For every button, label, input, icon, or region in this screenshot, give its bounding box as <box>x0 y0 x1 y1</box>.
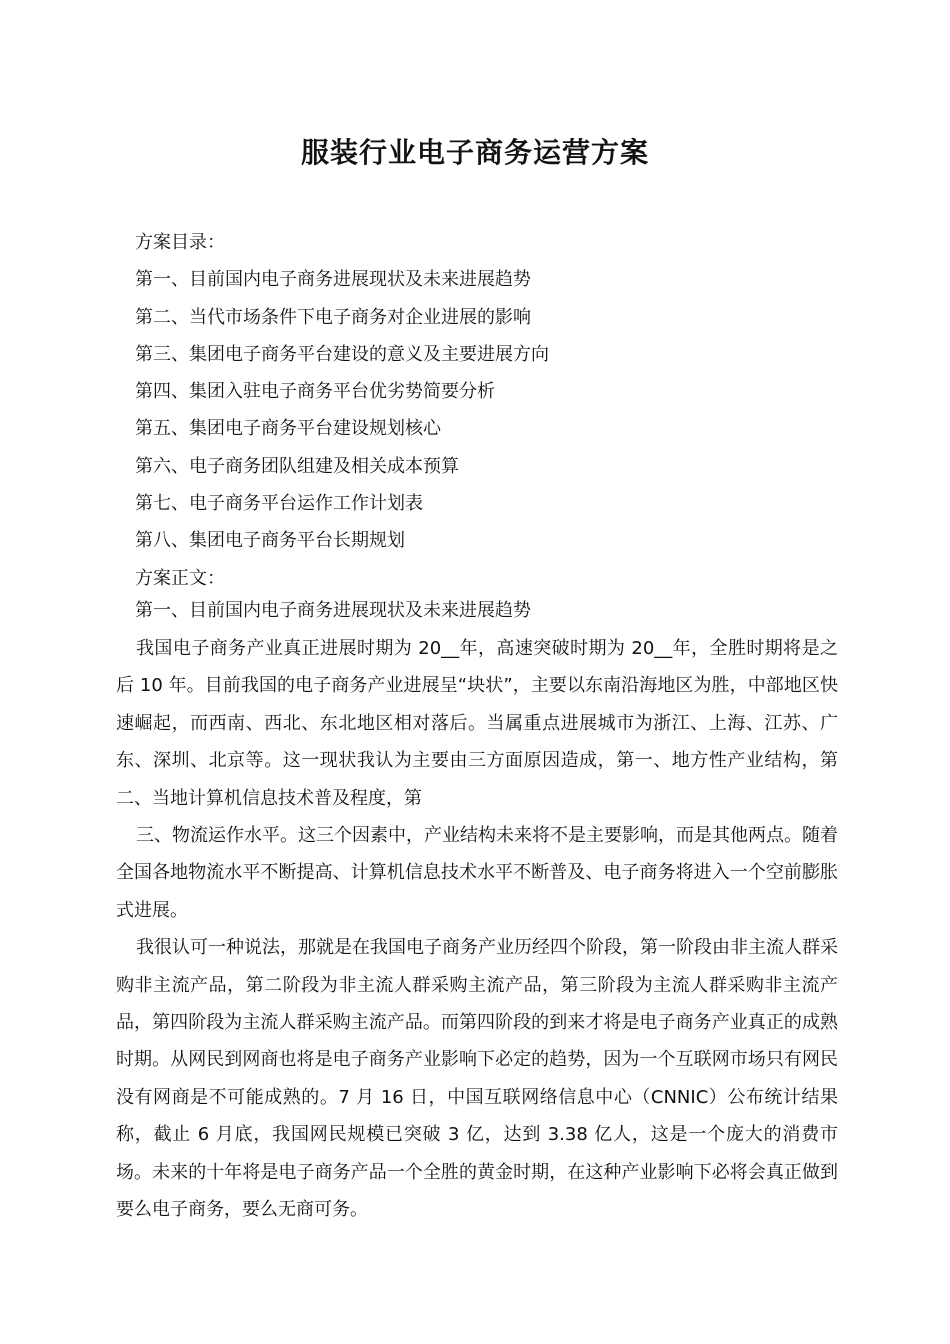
paragraph: 我很认可一种说法，那就是在我国电子商务产业历经四个阶段，第一阶段由非主流人群采购非主流产品，第二阶段为非主流人群采购主流产品，第三阶段为主流人群采购非主流产品，第四阶段为主流人群采购主流产品。而第四阶段的到来才将是电子商务产业真正的成熟时期。从网民到网商也将是电子商务产业影响下必定的趋势，因为一个互联网市场只有网民没有网商是不可能成熟的。7 月 16 日，中国互联网络信息中心（CNNIC）公布统计结果称，截止 6 月底，我国网民规模已突破 3 亿，达到 3.38 亿人，这是一个庞大的消费市场。未来的十年将是电子商务产品一个全胜的黄金时期，在这种产业影响下必将会真正做到要么电子商务，要么无商可务。 <box>116 937 838 1221</box>
toc-heading: 方案目录： <box>135 232 225 253</box>
table-of-contents <box>135 224 855 597</box>
toc-item: 第三、集团电子商务平台建设的意义及主要进展方向 <box>135 343 549 365</box>
toc-item: 第七、电子商务平台运作工作计划表 <box>135 493 423 515</box>
body-text <box>116 630 838 1229</box>
toc-item: 第二、当代市场条件下电子商务对企业进展的影响 <box>135 306 531 328</box>
paragraph: 三、物流运作水平。这三个因素中，产业结构未来将不是主要影响，而是其他两点。随着全国各地物流水平不断提高、计算机信息技术水平不断普及、电子商务将进入一个空前膨胀式进展。 <box>116 825 838 921</box>
body-heading: 方案正文： <box>135 567 225 589</box>
toc-item: 第一、目前国内电子商务进展现状及未来进展趋势 <box>135 269 531 291</box>
document-title: 服装行业电子商务运营方案 <box>300 136 649 169</box>
toc-item: 第五、集团电子商务平台建设规划核心 <box>135 418 441 440</box>
toc-item: 第六、电子商务团队组建及相关成本预算 <box>135 455 459 477</box>
toc-item: 第四、集团入驻电子商务平台优劣势简要分析 <box>135 381 495 403</box>
section-heading: 第一、目前国内电子商务进展现状及未来进展趋势 <box>135 600 531 621</box>
paragraph: 我国电子商务产业真正进展时期为 20__年，高速突破时期为 20__年，全胜时期将是之后 10 年。目前我国的电子商务产业进展呈“块状”，主要以东南沿海地区为胜，中部地区快速崛起，而西南、西北、东北地区相对落后。当属重点进展城市为浙江、上海、江苏、广东、深圳、北京等。这一现状我认为主要由三方面原因造成，第一、地方性产业结构，第二、当地计算机信息技术普及程度，第 <box>116 638 838 809</box>
toc-item: 第八、集团电子商务平台长期规划 <box>135 530 405 552</box>
